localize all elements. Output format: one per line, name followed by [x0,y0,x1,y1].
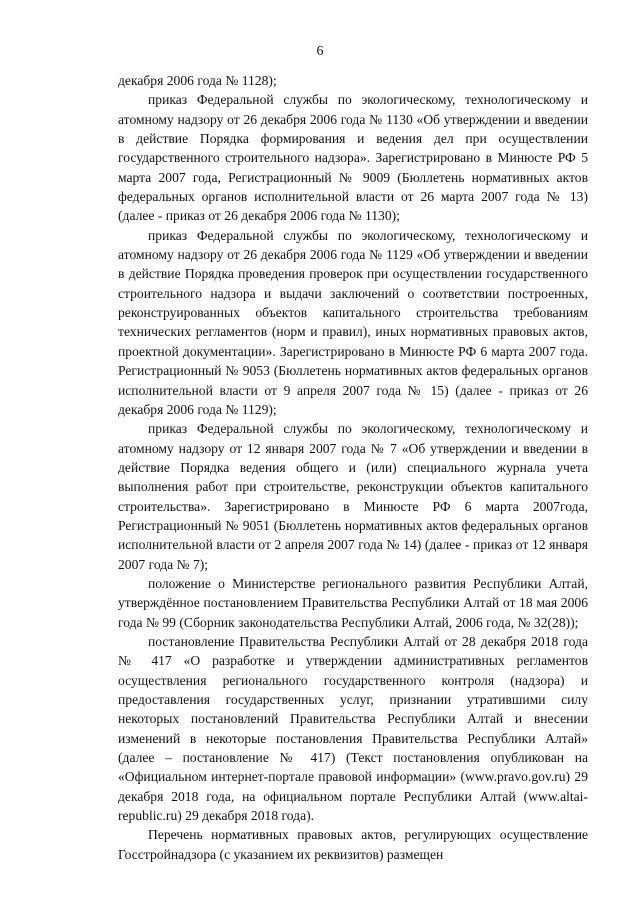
paragraph-order-7: приказ Федеральной службы по экологическому, технологическому и атомному надзору от 12 января 2007 года № 7 «Об утверждении и введении в действие Порядка ведения общего и (или) специального журнала учета выполнения работ при строительстве, реконструкции объектов капитального строительства». Зарегистрировано в Минюсте РФ 6 марта 2007года, Регистрационный № 9051 (Бюллетень нормативных актов федеральных органов исполнительной власти от 2 апреля 2007 года № 14) (далее - приказ от 12 января 2007 года № 7); [118,421,588,572]
page-number: 6 [316,44,324,59]
document-body [118,71,588,864]
paragraph-list-of-acts: Перечень нормативных правовых актов, регулирующих осуществление Госстройнадзора (с указанием их реквизитов) размещен [118,827,588,862]
paragraph-order-1129: приказ Федеральной службы по экологическому, технологическому и атомному надзору от 26 декабря 2006 года № 1129 «Об утверждении и введении в действие Порядка проведения проверок при осуществлении государственного строительного надзора и выдачи заключений о соответствии построенных, реконструированных объектов капитального строительства требованиям технических регламентов (норм и правил), иных нормативных правовых актов, проектной документации». Зарегистрировано в Минюсте РФ 6 марта 2007 года. Регистрационный № 9053 (Бюллетень нормативных актов федеральных органов исполнительной власти от 9 апреля 2007 года № 15) (далее - приказ от 26 декабря 2006 года № 1129); [118,227,588,417]
paragraph-order-1130: приказ Федеральной службы по экологическому, технологическому и атомному надзору от 26 декабря 2006 года № 1130 «Об утверждении и введении в действие Порядка формирования и ведения дел при осуществлении государственного строительного надзора». Зарегистрировано в Минюсте РФ 5 марта 2007 года, Регистрационный № 9009 (Бюллетень нормативных актов федеральных органов исполнительной власти от 26 марта 2007 года № 13) (далее - приказ от 26 декабря 2006 года № 1130); [118,92,588,224]
paragraph-continuation: декабря 2006 года № 1128); [118,73,277,88]
paragraph-regulation-ministry: положение о Министерстве регионального развития Республики Алтай, утверждённое постановлением Правительства Республики Алтай от 18 мая 2006 года № 99 (Сборник законодательства Республики Алтай, 2006 года, № 32(28)); [118,575,588,630]
paragraph-resolution-417: постановление Правительства Республики Алтай от 28 декабря 2018 года № 417 «О разработке и утверждении административных регламентов осуществления регионального государственного контроля (надзора) и предоставления государственных услуг, признании утратившими силу некоторых постановлений Правительства Республики Алтай и внесении изменений в некоторые постановления Правительства Республики Алтай» (далее – постановление № 417) (Текст постановления опубликован на «Официальном интернет-портале правовой информации» (www.pravo.gov.ru) 29 декабря 2018 года, на официальном портале Республики Алтай (www.altai-republic.ru) 29 декабря 2018 года). [118,633,588,824]
